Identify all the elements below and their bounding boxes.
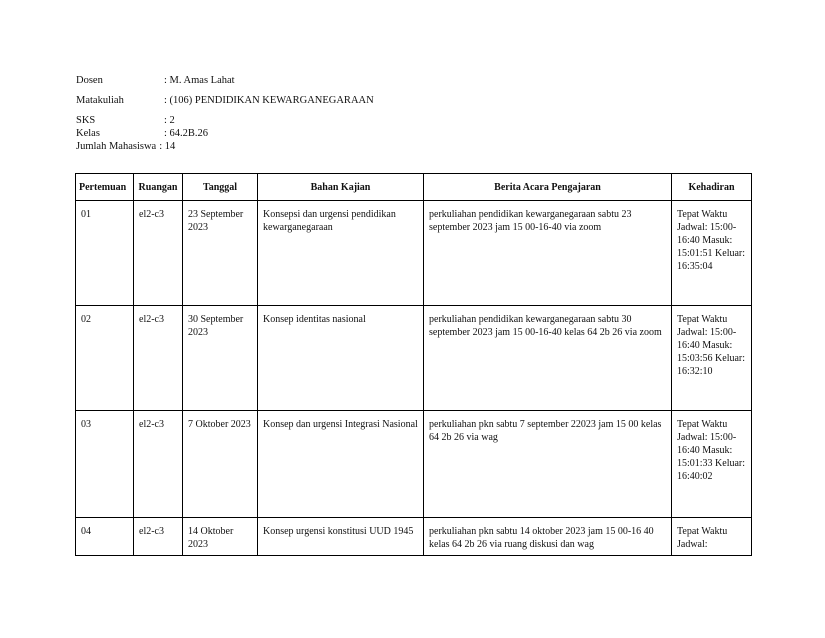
cell-berita-acara: perkuliahan pkn sabtu 14 oktober 2023 jam 15 00-16 40 kelas 64 2b 26 via ruang diskusi dan wag xyxy=(424,518,672,556)
info-dosen xyxy=(76,74,374,87)
cell-ruangan: el2-c3 xyxy=(134,518,183,556)
table-row xyxy=(76,518,752,556)
header-ruangan: Ruangan xyxy=(134,174,183,201)
info-kelas xyxy=(76,127,374,140)
info-matakuliah-value: : (106) PENDIDIKAN KEWARGANEGARAAN xyxy=(164,95,374,106)
table-row xyxy=(76,411,752,518)
header-berita-acara: Berita Acara Pengajaran xyxy=(424,174,672,201)
cell-pertemuan: 02 xyxy=(76,306,134,411)
header-tanggal: Tanggal xyxy=(183,174,258,201)
info-sks-value: : 2 xyxy=(164,115,175,126)
header-kehadiran: Kehadiran xyxy=(672,174,752,201)
cell-bahan-kajian: Konsep dan urgensi Integrasi Nasional xyxy=(258,411,424,518)
info-dosen-label: Dosen xyxy=(76,75,103,86)
info-sks xyxy=(76,114,374,127)
cell-pertemuan: 01 xyxy=(76,201,134,306)
cell-pertemuan: 03 xyxy=(76,411,134,518)
header-pertemuan: Pertemuan xyxy=(76,174,134,201)
info-jumlah xyxy=(76,140,374,153)
info-jumlah-value: : 14 xyxy=(159,141,176,152)
cell-kehadiran: Tepat Waktu Jadwal: 15:00-16:40 Masuk: 15:01:51 Keluar: 16:35:04 xyxy=(672,201,752,306)
info-kelas-value: : 64.2B.26 xyxy=(164,128,209,139)
course-info xyxy=(76,74,374,153)
cell-tanggal: 14 Oktober 2023 xyxy=(183,518,258,556)
info-matakuliah xyxy=(76,94,374,107)
header-bahan-kajian: Bahan Kajian xyxy=(258,174,424,201)
cell-bahan-kajian: Konsepsi dan urgensi pendidikan kewarganegaraan xyxy=(258,201,424,306)
cell-ruangan: el2-c3 xyxy=(134,201,183,306)
table-row xyxy=(76,306,752,411)
cell-tanggal: 7 Oktober 2023 xyxy=(183,411,258,518)
info-dosen-value: : M. Amas Lahat xyxy=(164,75,235,86)
cell-tanggal: 23 September 2023 xyxy=(183,201,258,306)
schedule-table xyxy=(75,173,752,556)
info-sks-label: SKS xyxy=(76,115,96,126)
cell-ruangan: el2-c3 xyxy=(134,411,183,518)
cell-berita-acara: perkuliahan pendidikan kewarganegaraan sabtu 23 september 2023 jam 15 00-16-40 via zoom xyxy=(424,201,672,306)
info-jumlah-label: Jumlah Mahasiswa xyxy=(76,141,157,152)
cell-pertemuan: 04 xyxy=(76,518,134,556)
cell-bahan-kajian: Konsep identitas nasional xyxy=(258,306,424,411)
cell-kehadiran: Tepat Waktu Jadwal: xyxy=(672,518,752,556)
cell-bahan-kajian: Konsep urgensi konstitusi UUD 1945 xyxy=(258,518,424,556)
cell-ruangan: el2-c3 xyxy=(134,306,183,411)
info-matakuliah-label: Matakuliah xyxy=(76,95,124,106)
cell-kehadiran: Tepat Waktu Jadwal: 15:00-16:40 Masuk: 15:03:56 Keluar: 16:32:10 xyxy=(672,306,752,411)
table-header-row xyxy=(76,174,752,201)
cell-kehadiran: Tepat Waktu Jadwal: 15:00-16:40 Masuk: 15:01:33 Keluar: 16:40:02 xyxy=(672,411,752,518)
info-kelas-label: Kelas xyxy=(76,128,100,139)
cell-berita-acara: perkuliahan pendidikan kewarganegaraan sabtu 30 september 2023 jam 15 00-16-40 kelas 64 2b 26 via zoom xyxy=(424,306,672,411)
cell-tanggal: 30 September 2023 xyxy=(183,306,258,411)
cell-berita-acara: perkuliahan pkn sabtu 7 september 22023 jam 15 00 kelas 64 2b 26 via wag xyxy=(424,411,672,518)
table-row xyxy=(76,201,752,306)
